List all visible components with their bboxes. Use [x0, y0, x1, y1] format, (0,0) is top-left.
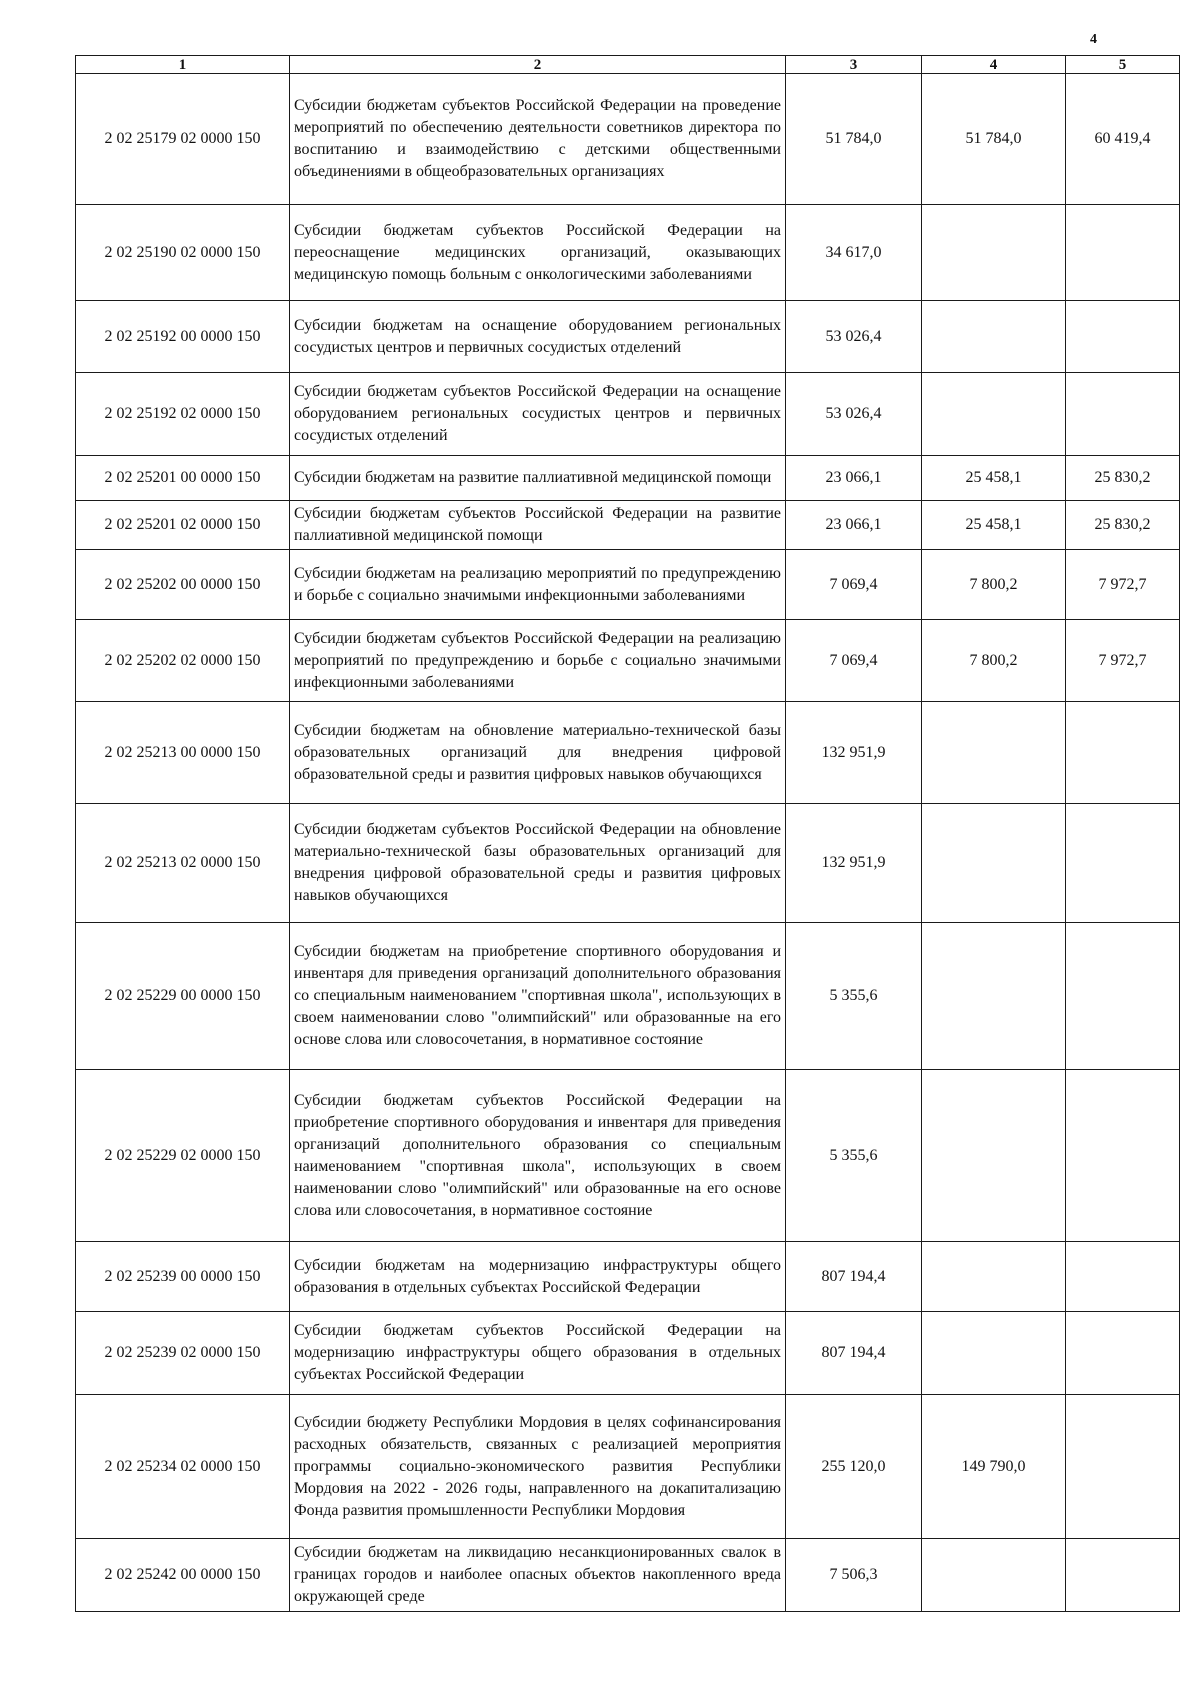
- table-row: [76, 301, 1180, 373]
- row-value-5: [1066, 1539, 1180, 1612]
- row-value-3: 5 355,6: [786, 1070, 922, 1242]
- row-value-4: [922, 205, 1066, 301]
- row-name: Субсидии бюджетам субъектов Российской Федерации на реализацию мероприятий по предупреждению и борьбе с социально значимыми инфекционными заболеваниями: [290, 620, 786, 702]
- row-value-5: [1066, 373, 1180, 456]
- row-value-4: [922, 301, 1066, 373]
- row-value-3: 53 026,4: [786, 301, 922, 373]
- row-value-4: 7 800,2: [922, 620, 1066, 702]
- row-value-5: [1066, 804, 1180, 923]
- row-code: 2 02 25192 00 0000 150: [76, 301, 290, 373]
- row-value-3: 807 194,4: [786, 1242, 922, 1312]
- row-name: Субсидии бюджетам на развитие паллиативной медицинской помощи: [290, 456, 786, 501]
- column-header-value-5: 5: [1066, 56, 1180, 74]
- column-header-value-4: 4: [922, 56, 1066, 74]
- row-code: 2 02 25213 02 0000 150: [76, 804, 290, 923]
- row-code: 2 02 25192 02 0000 150: [76, 373, 290, 456]
- row-value-5: 25 830,2: [1066, 501, 1180, 550]
- row-name: Субсидии бюджетам на ликвидацию несанкционированных свалок в границах городов и наиболее опасных объектов накопленного вреда окружающей среде: [290, 1539, 786, 1612]
- row-value-3: 7 069,4: [786, 550, 922, 620]
- row-name: Субсидии бюджетам субъектов Российской Федерации на проведение мероприятий по обеспечению деятельности советников директора по воспитанию и взаимодействию с детскими общественными объединениями в общеобразовательных организациях: [290, 74, 786, 205]
- row-name: Субсидии бюджетам субъектов Российской Федерации на оснащение оборудованием региональных сосудистых центров и первичных сосудистых отделений: [290, 373, 786, 456]
- row-value-5: [1066, 1312, 1180, 1395]
- row-name: Субсидии бюджетам субъектов Российской Федерации на обновление материально-технической базы образовательных организаций для внедрения цифровой образовательной среды и развития цифровых навыков обучающихся: [290, 804, 786, 923]
- table-row: [76, 1242, 1180, 1312]
- row-value-4: [922, 1312, 1066, 1395]
- row-value-3: 5 355,6: [786, 923, 922, 1070]
- table-row: [76, 1539, 1180, 1612]
- row-value-3: 7 506,3: [786, 1539, 922, 1612]
- row-name: Субсидии бюджетам субъектов Российской Федерации на приобретение спортивного оборудования и инвентаря для приведения организаций дополнительного образования со специальным наименованием "спортивная школа", использующих в своем наименовании слово "олимпийский" или образованные на его основе слова или словосочетания, в нормативное состояние: [290, 1070, 786, 1242]
- table-row: [76, 804, 1180, 923]
- row-value-4: 51 784,0: [922, 74, 1066, 205]
- table-row: [76, 550, 1180, 620]
- row-value-5: [1066, 301, 1180, 373]
- row-value-4: [922, 1242, 1066, 1312]
- row-value-5: 7 972,7: [1066, 550, 1180, 620]
- row-name: Субсидии бюджету Республики Мордовия в целях софинансирования расходных обязательств, связанных с реализацией мероприятия программы социально-экономического развития Республики Мордовия на 2022 - 2026 годы, направленного на докапитализацию Фонда развития промышленности Республики Мордовия: [290, 1395, 786, 1539]
- row-value-5: 7 972,7: [1066, 620, 1180, 702]
- page-number: 4: [1090, 32, 1097, 47]
- table-row: [76, 1395, 1180, 1539]
- row-name: Субсидии бюджетам на приобретение спортивного оборудования и инвентаря для приведения организаций дополнительного образования со специальным наименованием "спортивная школа", использующих в своем наименовании слово "олимпийский" или образованные на его основе слова или словосочетания, в нормативное состояние: [290, 923, 786, 1070]
- row-value-3: 23 066,1: [786, 501, 922, 550]
- table-row: [76, 373, 1180, 456]
- row-value-3: 34 617,0: [786, 205, 922, 301]
- row-name: Субсидии бюджетам на обновление материально-технической базы образовательных организаций для внедрения цифровой образовательной среды и развития цифровых навыков обучающихся: [290, 702, 786, 804]
- row-value-3: 132 951,9: [786, 804, 922, 923]
- column-header-code: 1: [76, 56, 290, 74]
- row-value-5: [1066, 1242, 1180, 1312]
- row-code: 2 02 25179 02 0000 150: [76, 74, 290, 205]
- row-value-5: 60 419,4: [1066, 74, 1180, 205]
- row-code: 2 02 25201 02 0000 150: [76, 501, 290, 550]
- row-value-3: 53 026,4: [786, 373, 922, 456]
- row-code: 2 02 25202 02 0000 150: [76, 620, 290, 702]
- budget-table: [75, 55, 1180, 1612]
- row-value-3: 132 951,9: [786, 702, 922, 804]
- row-value-4: 149 790,0: [922, 1395, 1066, 1539]
- row-value-4: [922, 1070, 1066, 1242]
- row-code: 2 02 25213 00 0000 150: [76, 702, 290, 804]
- row-value-5: [1066, 1070, 1180, 1242]
- row-code: 2 02 25229 00 0000 150: [76, 923, 290, 1070]
- table-row: [76, 1070, 1180, 1242]
- row-code: 2 02 25239 00 0000 150: [76, 1242, 290, 1312]
- row-value-5: [1066, 702, 1180, 804]
- row-value-3: 23 066,1: [786, 456, 922, 501]
- table-row: [76, 923, 1180, 1070]
- table-row: [76, 702, 1180, 804]
- row-value-4: [922, 1539, 1066, 1612]
- row-code: 2 02 25234 02 0000 150: [76, 1395, 290, 1539]
- row-code: 2 02 25239 02 0000 150: [76, 1312, 290, 1395]
- row-name: Субсидии бюджетам на реализацию мероприятий по предупреждению и борьбе с социально значимыми инфекционными заболеваниями: [290, 550, 786, 620]
- row-value-3: 255 120,0: [786, 1395, 922, 1539]
- row-name: Субсидии бюджетам на оснащение оборудованием региональных сосудистых центров и первичных сосудистых отделений: [290, 301, 786, 373]
- table-row: [76, 501, 1180, 550]
- row-value-4: 25 458,1: [922, 501, 1066, 550]
- row-value-4: 7 800,2: [922, 550, 1066, 620]
- row-value-3: 807 194,4: [786, 1312, 922, 1395]
- row-value-4: [922, 804, 1066, 923]
- row-value-5: [1066, 205, 1180, 301]
- row-value-4: [922, 923, 1066, 1070]
- row-value-3: 51 784,0: [786, 74, 922, 205]
- row-code: 2 02 25229 02 0000 150: [76, 1070, 290, 1242]
- row-code: 2 02 25201 00 0000 150: [76, 456, 290, 501]
- row-code: 2 02 25242 00 0000 150: [76, 1539, 290, 1612]
- row-code: 2 02 25190 02 0000 150: [76, 205, 290, 301]
- row-value-3: 7 069,4: [786, 620, 922, 702]
- table-row: [76, 205, 1180, 301]
- table-header-row: [76, 56, 1180, 74]
- row-value-5: [1066, 923, 1180, 1070]
- table-row: [76, 456, 1180, 501]
- column-header-name: 2: [290, 56, 786, 74]
- row-value-4: 25 458,1: [922, 456, 1066, 501]
- row-value-5: [1066, 1395, 1180, 1539]
- column-header-value-3: 3: [786, 56, 922, 74]
- row-name: Субсидии бюджетам субъектов Российской Федерации на развитие паллиативной медицинской помощи: [290, 501, 786, 550]
- table-row: [76, 74, 1180, 205]
- row-code: 2 02 25202 00 0000 150: [76, 550, 290, 620]
- row-value-5: 25 830,2: [1066, 456, 1180, 501]
- row-name: Субсидии бюджетам на модернизацию инфраструктуры общего образования в отдельных субъектах Российской Федерации: [290, 1242, 786, 1312]
- table-row: [76, 620, 1180, 702]
- row-value-4: [922, 373, 1066, 456]
- row-value-4: [922, 702, 1066, 804]
- row-name: Субсидии бюджетам субъектов Российской Федерации на переоснащение медицинских организаций, оказывающих медицинскую помощь больным с онкологическими заболеваниями: [290, 205, 786, 301]
- row-name: Субсидии бюджетам субъектов Российской Федерации на модернизацию инфраструктуры общего образования в отдельных субъектах Российской Федерации: [290, 1312, 786, 1395]
- table-row: [76, 1312, 1180, 1395]
